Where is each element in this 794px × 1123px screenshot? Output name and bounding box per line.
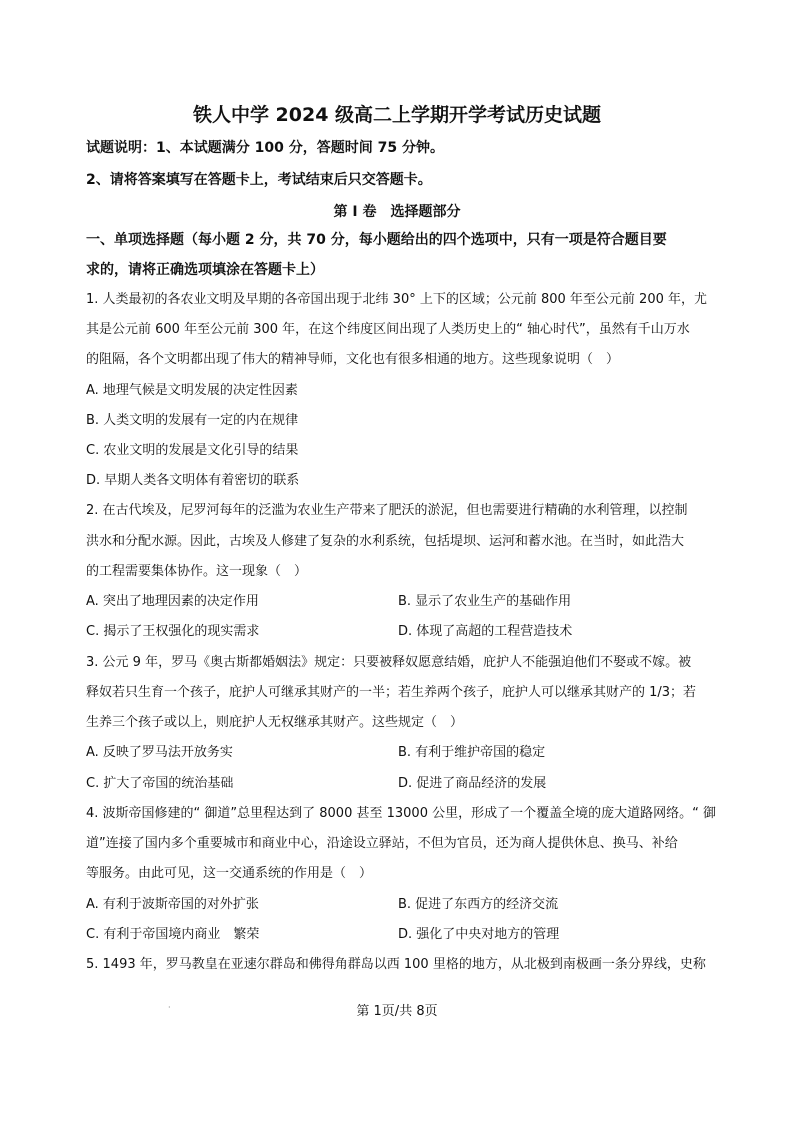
q1-stem-line-3: 的阻隔，各个文明都出现了伟大的精神导师，文化也有很多相通的地方。这些现象说明（ ） [86,352,620,367]
q3-option-c: C. 扩大了帝国的统治基础 [86,776,234,791]
q4-stem-line-3: 等服务。由此可见，这一交通系统的作用是（ ） [86,866,373,881]
q3-option-b: B. 有利于维护帝国的稳定 [398,745,546,760]
q2-option-d: D. 体现了高超的工程营造技术 [398,624,573,639]
q3-option-d: D. 促进了商品经济的发展 [398,776,547,791]
page-footer: 第 1页/共 8页 [356,1004,438,1019]
instruction-2: 2、请将答案填写在答题卡上，考试结束后只交答题卡。 [86,172,432,188]
q4-option-c: C. 有利于帝国境内商业 繁荣 [86,927,260,942]
q4-stem-line-1: 4. 波斯帝国修建的“ 御道”总里程达到了 8000 甚至 13000 公里，形成了一个覆盖全境的庞大道路网络。“ 御 [86,806,716,821]
q2-option-a: A. 突出了地理因素的决定作用 [86,594,259,609]
q4-option-a: A. 有利于波斯帝国的对外扩张 [86,897,259,912]
q2-option-b: B. 显示了农业生产的基础作用 [398,594,572,609]
exam-title: 铁人中学 2024 级高二上学期开学考试历史试题 [192,104,602,126]
q2-stem-line-3: 的工程需要集体协作。这一现象（ ） [86,564,308,579]
q1-option-c: C. 农业文明的发展是文化引导的结果 [86,443,299,458]
q1-option-a: A. 地理气候是文明发展的决定性因素 [86,383,298,398]
q3-stem-line-2: 释奴若只生育一个孩子，庇护人可继承其财产的一半；若生养两个孩子，庇护人可以继承其财产的 1/3；若 [86,685,697,700]
q1-stem-line-2: 其是公元前 600 年至公元前 300 年，在这个纬度区间出现了人类历史上的“ 轴心时代”，虽然有千山万水 [86,322,690,337]
instruction-1: 试题说明：1、本试题满分 100 分，答题时间 75 分钟。 [86,140,444,156]
q3-option-a: A. 反映了罗马法开放务实 [86,745,233,760]
q4-option-b: B. 促进了东西方的经济交流 [398,897,559,912]
q2-stem-line-1: 2. 在古代埃及，尼罗河每年的泛滥为农业生产带来了肥沃的淤泥，但也需要进行精确的水利管理，以控制 [86,503,688,518]
q3-stem-line-3: 生养三个孩子或以上，则庇护人无权继承其财产。这些规定（ ） [86,715,464,730]
part-heading-line-1: 一、单项选择题（每小题 2 分，共 70 分，每小题给出的四个选项中，只有一项是符合题目要 [86,232,667,248]
q1-option-b: B. 人类文明的发展有一定的内在规律 [86,413,299,428]
q2-stem-line-2: 洪水和分配水源。因此，古埃及人修建了复杂的水利系统，包括堤坝、运河和蓄水池。在当时，如此浩大 [86,534,685,549]
q5-stem-line-1: 5. 1493 年，罗马教皇在亚速尔群岛和佛得角群岛以西 100 里格的地方，从北极到南极画一条分界线，史称 [86,957,706,972]
q2-option-c: C. 揭示了王权强化的现实需求 [86,624,260,639]
q1-stem-line-1: 1. 人类最初的各农业文明及早期的各帝国出现于北纬 30° 上下的区域；公元前 800 年至公元前 200 年，尤 [86,292,707,307]
part-heading-line-2: 求的，请将正确选项填涂在答题卡上） [86,262,324,278]
q4-stem-line-2: 道”连接了国内多个重要城市和商业中心，沿途设立驿站，不但为官员，还为商人提供休息、换马、补给 [86,836,678,851]
section-title: 第 Ⅰ 卷 选择题部分 [333,204,461,220]
q1-option-d: D. 早期人类各文明体有着密切的联系 [86,473,300,488]
q4-option-d: D. 强化了中央对地方的管理 [398,927,560,942]
q3-stem-line-1: 3. 公元 9 年，罗马《奥古斯都婚姻法》规定：只要被释奴愿意结婚，庇护人不能强迫他们不娶或不嫁。被 [86,655,692,670]
dot-mark: · [168,1003,171,1012]
